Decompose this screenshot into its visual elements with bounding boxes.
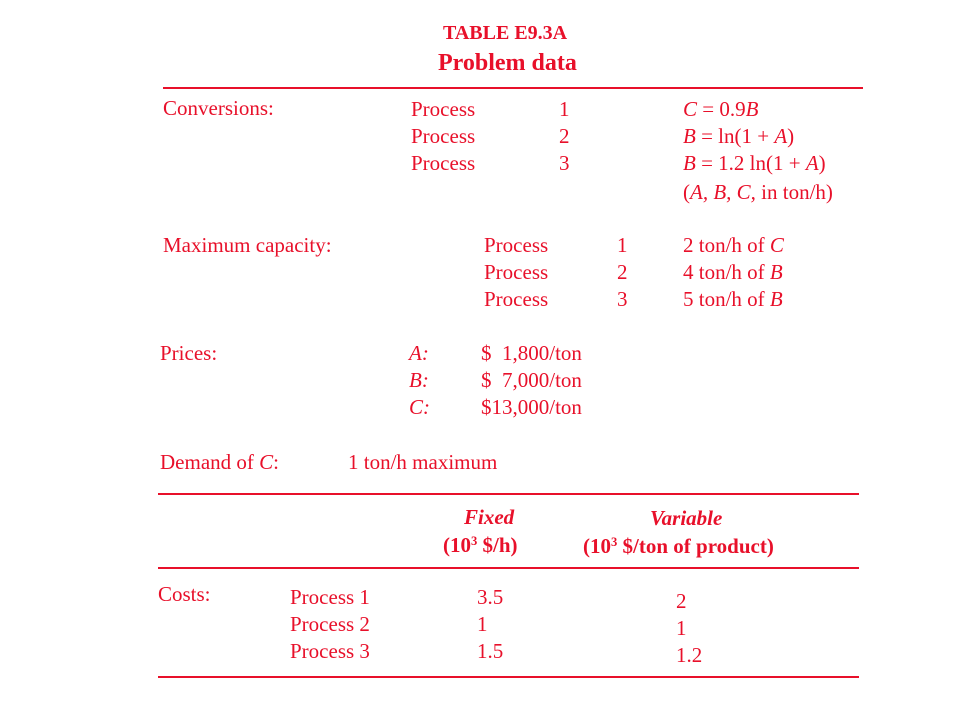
conversion-process-number: 1: [559, 97, 570, 121]
conversion-process-number: 3: [559, 151, 570, 175]
price-value: $ 7,000/ton: [481, 368, 582, 392]
capacity-process-number: 2: [617, 260, 628, 284]
cost-process-name: Process 3: [290, 639, 370, 663]
conversion-formula: C = 0.9B: [683, 97, 759, 121]
cost-top-rule: [158, 493, 859, 495]
fixed-cost-value: 1: [477, 612, 488, 636]
fixed-cost-header: Fixed: [464, 505, 515, 529]
costs-label: Costs:: [158, 582, 211, 606]
bottom-rule: [158, 676, 859, 678]
cost-process-name: Process 1: [290, 585, 370, 609]
price-value: $ 1,800/ton: [481, 341, 582, 365]
capacity-label: Maximum capacity:: [163, 233, 332, 257]
capacity-process-name: Process: [484, 287, 549, 311]
cost-process-name: Process 2: [290, 612, 370, 636]
conversion-process-name: Process: [411, 97, 476, 121]
variable-cost-unit: ($10^3$ $/ton of product): [583, 534, 774, 558]
fixed-cost-value: 3.5: [477, 585, 504, 609]
conversion-formula: B = 1.2 ln(1 + A): [683, 151, 826, 175]
table-number: TABLE E9.3A: [443, 22, 568, 44]
price-value: $13,000/ton: [481, 395, 582, 419]
capacity-value: 2 ton/h of C: [683, 233, 784, 257]
conversion-process-name: Process: [411, 124, 476, 148]
price-key: C:: [409, 395, 430, 419]
variable-cost-value: 2: [676, 589, 687, 613]
table-title: Problem data: [438, 50, 577, 76]
capacity-process-name: Process: [484, 260, 549, 284]
capacity-process-number: 1: [617, 233, 628, 257]
top-rule: [163, 87, 863, 89]
conversion-process-name: Process: [411, 151, 476, 175]
fixed-cost-unit: ($10^3$ $/h): [443, 533, 518, 557]
conversion-formula: B = ln(1 + A): [683, 124, 795, 148]
capacity-value: 4 ton/h of B: [683, 260, 783, 284]
price-key: A:: [409, 341, 429, 365]
conversion-process-number: 2: [559, 124, 570, 148]
fixed-cost-value: 1.5: [477, 639, 504, 663]
conversions-label: Conversions:: [163, 96, 274, 120]
price-key: B:: [409, 368, 429, 392]
cost-header-rule: [158, 567, 859, 569]
capacity-value: 5 ton/h of B: [683, 287, 783, 311]
units-note: (A, B, C, in ton/h): [683, 180, 833, 204]
capacity-process-number: 3: [617, 287, 628, 311]
demand-label: Demand of C:: [160, 450, 279, 474]
capacity-process-name: Process: [484, 233, 549, 257]
demand-value: 1 ton/h maximum: [348, 450, 498, 474]
variable-cost-value: 1: [676, 616, 687, 640]
prices-label: Prices:: [160, 341, 218, 365]
variable-cost-value: 1.2: [676, 643, 703, 667]
variable-cost-header: Variable: [650, 506, 723, 530]
